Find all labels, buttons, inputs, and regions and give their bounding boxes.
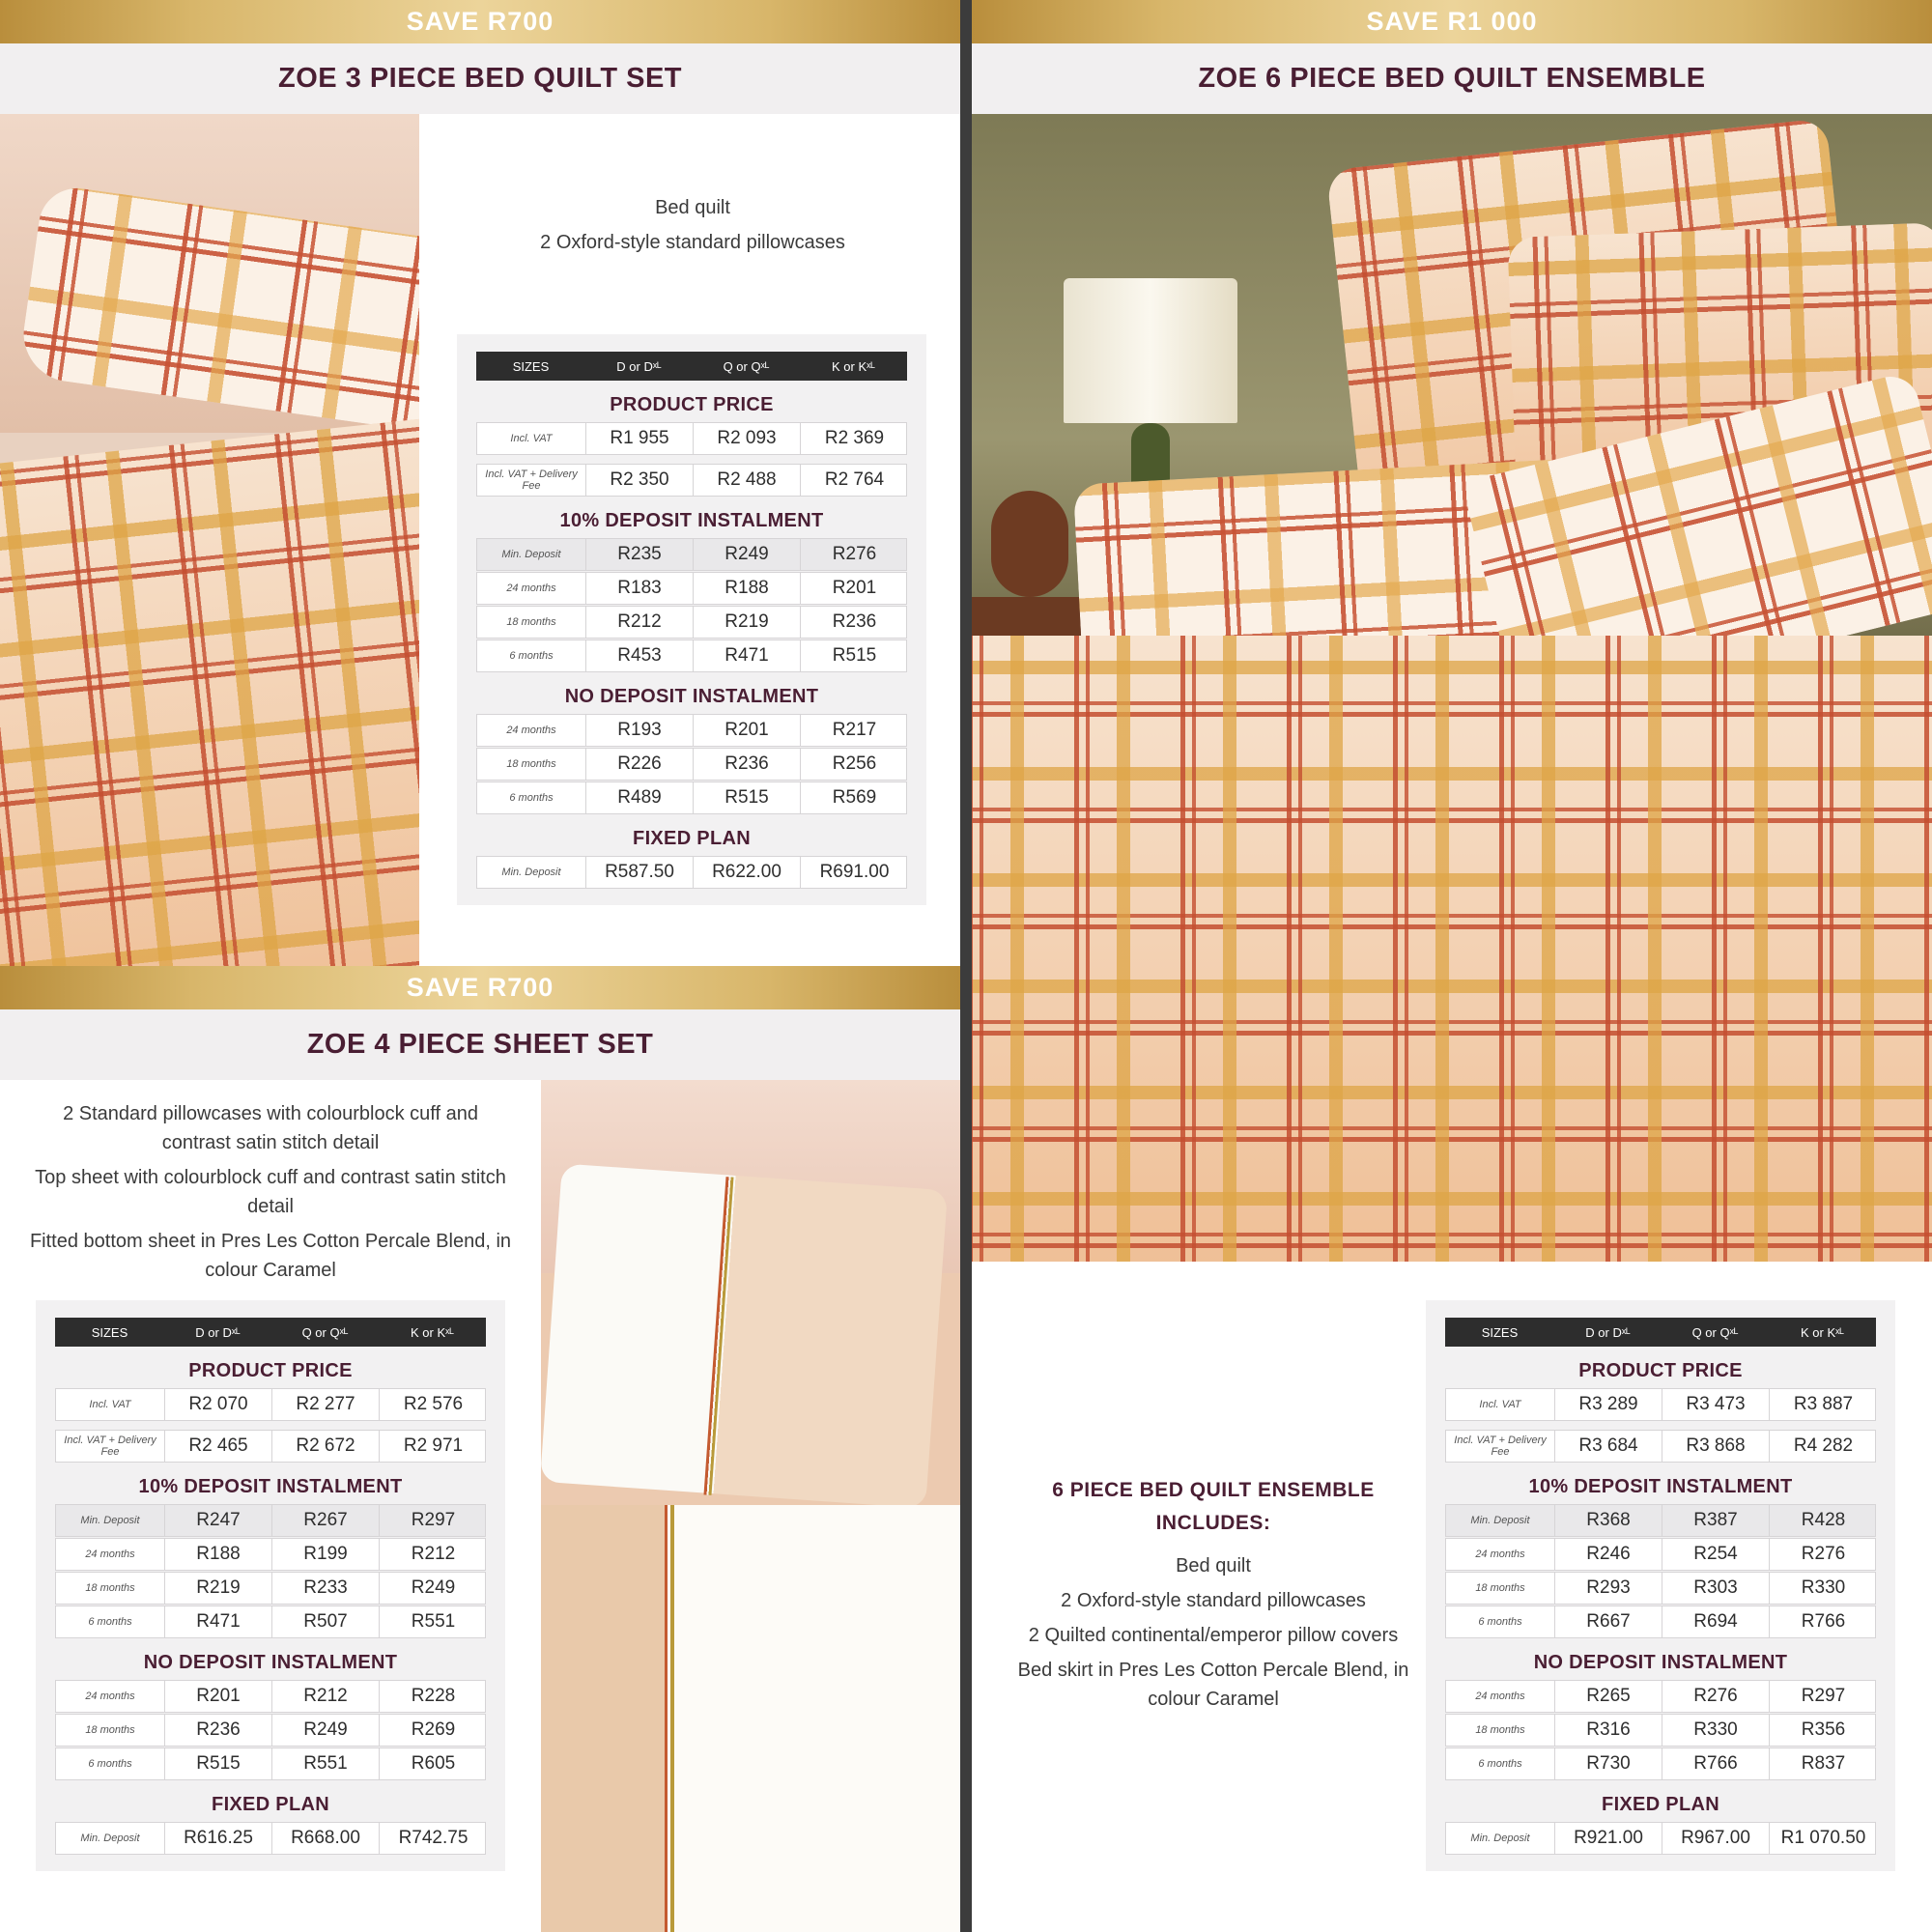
table-row: [1445, 1430, 1876, 1463]
price-cell: R199: [272, 1539, 380, 1570]
price-cell: R3 868: [1662, 1431, 1770, 1462]
row-label: 18 months: [477, 607, 586, 638]
price-cell: R236: [165, 1715, 272, 1746]
price-cell: R1 955: [586, 423, 694, 454]
table-row: [1445, 1747, 1876, 1780]
row-label: Min. Deposit: [477, 539, 586, 570]
sizes-label: SIZES: [91, 1324, 128, 1340]
price-cell: R387: [1662, 1505, 1770, 1536]
row-label: Incl. VAT + Delivery Fee: [1446, 1431, 1555, 1462]
product-title: ZOE 4 PIECE SHEET SET: [0, 1009, 960, 1080]
bedside-lamp-shade: [1064, 278, 1237, 423]
price-cell: R212: [411, 1544, 456, 1564]
row-label: 6 months: [56, 1748, 165, 1779]
item-line: 2 Standard pillowcases with colourblock cuff and contrast satin stitch detail: [63, 1103, 478, 1153]
price-cell: R276: [1801, 1544, 1846, 1564]
size-double: D or Dˣᴸ: [616, 358, 662, 374]
price-cell: R188: [165, 1539, 272, 1570]
price-cell: R368: [1555, 1505, 1662, 1536]
price-cell: R183: [586, 573, 694, 604]
row-label: 24 months: [1446, 1681, 1555, 1712]
quilt-image: [0, 417, 419, 966]
size-king: K or Kˣᴸ: [1801, 1324, 1844, 1340]
row-label: 6 months: [56, 1606, 165, 1637]
size-king: K or Kˣᴸ: [832, 358, 875, 374]
sheet-set-photo: [541, 1080, 960, 1932]
price-cell: R471: [694, 640, 801, 671]
item-line: Bed quilt: [1176, 1555, 1251, 1577]
price-cell: R267: [272, 1505, 380, 1536]
price-cell: R2 093: [694, 423, 801, 454]
item-line: 2 Quilted continental/emperor pillow covers: [1028, 1625, 1399, 1646]
price-table: [1426, 1300, 1895, 1871]
price-cell: R316: [1555, 1715, 1662, 1746]
price-cell: R249: [694, 539, 801, 570]
price-cell: R269: [411, 1719, 456, 1740]
price-cell: R691.00: [819, 862, 890, 882]
deposit-title: 10% DEPOSIT INSTALMENT: [138, 1476, 403, 1497]
product-title: ZOE 3 PIECE BED QUILT SET: [0, 43, 960, 114]
flowers-vase: [991, 491, 1068, 597]
table-row: [1445, 1714, 1876, 1747]
price-cell: R2 350: [586, 465, 694, 496]
price-cell: R766: [1801, 1611, 1846, 1632]
no-deposit-title: NO DEPOSIT INSTALMENT: [143, 1652, 398, 1673]
table-row: [1445, 1504, 1876, 1537]
price-cell: R551: [272, 1748, 380, 1779]
sheet-set-panel: [0, 966, 960, 1932]
price-cell: R2 465: [165, 1431, 272, 1462]
row-label: 24 months: [56, 1539, 165, 1570]
row-label: Incl. VAT + Delivery Fee: [477, 465, 586, 496]
price-cell: R471: [165, 1606, 272, 1637]
price-cell: R667: [1555, 1606, 1662, 1637]
table-row: [1445, 1822, 1876, 1855]
price-cell: R742.75: [398, 1828, 469, 1848]
price-cell: R235: [586, 539, 694, 570]
ensemble-panel: [972, 0, 1932, 1932]
price-cell: R297: [411, 1510, 456, 1530]
sizes-label: SIZES: [1481, 1324, 1519, 1340]
save-banner: SAVE R700: [0, 966, 960, 1009]
row-label: 24 months: [1446, 1539, 1555, 1570]
price-cell: R249: [272, 1715, 380, 1746]
price-cell: R2 277: [272, 1389, 380, 1420]
row-label: Incl. VAT + Delivery Fee: [56, 1431, 165, 1462]
ensemble-photo: [972, 114, 1932, 1262]
price-cell: R730: [1555, 1748, 1662, 1779]
price-cell: R3 684: [1555, 1431, 1662, 1462]
table-row: [476, 856, 907, 889]
price-cell: R228: [411, 1686, 456, 1706]
price-cell: R837: [1801, 1753, 1846, 1774]
row-label: 24 months: [477, 715, 586, 746]
price-cell: R551: [411, 1611, 456, 1632]
price-cell: R2 971: [403, 1435, 464, 1456]
price-cell: R201: [832, 578, 877, 598]
bed-quilt: [972, 636, 1932, 1262]
price-cell: R766: [1662, 1748, 1770, 1779]
item-line: Bed skirt in Pres Les Cotton Percale Blend, in colour Caramel: [1017, 1660, 1409, 1710]
price-cell: R3 473: [1662, 1389, 1770, 1420]
row-label: 24 months: [477, 573, 586, 604]
table-row: [476, 464, 907, 497]
price-cell: R276: [832, 544, 877, 564]
table-row: [476, 606, 907, 639]
sheet-stripe: [665, 1505, 674, 1932]
product-title: ZOE 6 PIECE BED QUILT ENSEMBLE: [972, 43, 1932, 114]
table-row: [55, 1388, 486, 1421]
table-row: [55, 1605, 486, 1638]
table-row: [476, 781, 907, 814]
fixed-plan-title: FIXED PLAN: [212, 1794, 329, 1815]
sizes-header: [55, 1318, 486, 1347]
no-deposit-title: NO DEPOSIT INSTALMENT: [564, 686, 819, 707]
price-cell: R217: [832, 720, 877, 740]
price-cell: R1 070.50: [1780, 1828, 1866, 1848]
price-cell: R276: [1662, 1681, 1770, 1712]
table-row: [476, 748, 907, 781]
price-cell: R2 576: [403, 1394, 464, 1414]
product-items: [425, 193, 960, 257]
item-line: 2 Oxford-style standard pillowcases: [1061, 1590, 1366, 1611]
price-cell: R515: [832, 645, 877, 666]
row-label: 18 months: [56, 1715, 165, 1746]
price-cell: R515: [694, 782, 801, 813]
row-label: Incl. VAT: [56, 1389, 165, 1420]
deposit-title: 10% DEPOSIT INSTALMENT: [1528, 1476, 1793, 1497]
price-cell: R2 672: [272, 1431, 380, 1462]
item-line: Bed quilt: [655, 197, 730, 218]
product-price-title: PRODUCT PRICE: [188, 1360, 353, 1381]
table-row: [55, 1430, 486, 1463]
deposit-title: 10% DEPOSIT INSTALMENT: [559, 510, 824, 531]
price-cell: R356: [1801, 1719, 1846, 1740]
ensemble-includes: [1010, 1474, 1416, 1714]
row-label: 18 months: [56, 1573, 165, 1604]
save-banner: SAVE R700: [0, 0, 960, 43]
price-cell: R233: [272, 1573, 380, 1604]
table-row: [476, 572, 907, 605]
price-cell: R489: [586, 782, 694, 813]
table-row: [55, 1504, 486, 1537]
price-cell: R201: [694, 715, 801, 746]
price-cell: R236: [832, 611, 877, 632]
price-cell: R3 289: [1555, 1389, 1662, 1420]
price-cell: R293: [1555, 1573, 1662, 1604]
row-label: 18 months: [1446, 1715, 1555, 1746]
table-row: [476, 639, 907, 672]
row-label: Min. Deposit: [1446, 1505, 1555, 1536]
size-double: D or Dˣᴸ: [195, 1324, 241, 1340]
price-cell: R303: [1662, 1573, 1770, 1604]
price-cell: R201: [165, 1681, 272, 1712]
row-label: 6 months: [477, 782, 586, 813]
size-queen: Q or Qˣᴸ: [1691, 1324, 1739, 1340]
price-cell: R193: [586, 715, 694, 746]
table-row: [55, 1538, 486, 1571]
table-row: [476, 714, 907, 747]
price-cell: R2 070: [165, 1389, 272, 1420]
price-cell: R330: [1662, 1715, 1770, 1746]
price-cell: R515: [165, 1748, 272, 1779]
price-cell: R2 369: [824, 428, 885, 448]
price-cell: R428: [1801, 1510, 1846, 1530]
item-line: Top sheet with colourblock cuff and contrast satin stitch detail: [35, 1167, 506, 1217]
price-cell: R587.50: [586, 857, 694, 888]
price-cell: R254: [1662, 1539, 1770, 1570]
price-cell: R212: [272, 1681, 380, 1712]
product-price-title: PRODUCT PRICE: [610, 394, 774, 415]
row-label: 6 months: [477, 640, 586, 671]
item-line: 2 Oxford-style standard pillowcases: [540, 232, 845, 253]
quilt-set-panel: [0, 0, 960, 966]
price-cell: R668.00: [272, 1823, 380, 1854]
top-sheet-image: [541, 1505, 960, 1932]
table-row: [55, 1747, 486, 1780]
row-label: Min. Deposit: [1446, 1823, 1555, 1854]
price-cell: R605: [411, 1753, 456, 1774]
pillow-image: [541, 1163, 948, 1508]
table-row: [55, 1714, 486, 1747]
fixed-plan-title: FIXED PLAN: [1602, 1794, 1719, 1815]
table-row: [55, 1822, 486, 1855]
price-cell: R616.25: [165, 1823, 272, 1854]
row-label: Min. Deposit: [477, 857, 586, 888]
row-label: 6 months: [1446, 1606, 1555, 1637]
size-queen: Q or Qˣᴸ: [301, 1324, 349, 1340]
sizes-header: [1445, 1318, 1876, 1347]
row-label: Min. Deposit: [56, 1823, 165, 1854]
table-row: [1445, 1680, 1876, 1713]
price-cell: R236: [694, 749, 801, 780]
price-table: [36, 1300, 505, 1871]
size-double: D or Dˣᴸ: [1585, 1324, 1631, 1340]
row-label: Min. Deposit: [56, 1505, 165, 1536]
price-cell: R246: [1555, 1539, 1662, 1570]
row-label: 24 months: [56, 1681, 165, 1712]
row-label: 18 months: [477, 749, 586, 780]
price-cell: R622.00: [694, 857, 801, 888]
price-cell: R188: [694, 573, 801, 604]
price-cell: R256: [832, 753, 877, 774]
price-cell: R249: [411, 1577, 456, 1598]
price-cell: R2 764: [824, 469, 885, 490]
row-label: Incl. VAT: [477, 423, 586, 454]
table-row: [55, 1680, 486, 1713]
table-row: [1445, 1572, 1876, 1605]
price-cell: R507: [272, 1606, 380, 1637]
row-label: Incl. VAT: [1446, 1389, 1555, 1420]
save-banner: SAVE R1 000: [972, 0, 1932, 43]
table-row: [1445, 1388, 1876, 1421]
sizes-label: SIZES: [512, 358, 550, 374]
price-cell: R3 887: [1793, 1394, 1854, 1414]
price-cell: R4 282: [1793, 1435, 1854, 1456]
price-cell: R226: [586, 749, 694, 780]
fixed-plan-title: FIXED PLAN: [633, 828, 751, 849]
price-cell: R212: [586, 607, 694, 638]
row-label: 18 months: [1446, 1573, 1555, 1604]
price-cell: R219: [694, 607, 801, 638]
price-cell: R453: [586, 640, 694, 671]
table-row: [55, 1572, 486, 1605]
quilt-set-photo: [0, 114, 419, 966]
price-table: [457, 334, 926, 905]
price-cell: R967.00: [1662, 1823, 1770, 1854]
price-cell: R219: [165, 1573, 272, 1604]
includes-title: 6 PIECE BED QUILT ENSEMBLE INCLUDES:: [1052, 1479, 1375, 1534]
sizes-header: [476, 352, 907, 381]
product-items: [29, 1099, 512, 1285]
price-cell: R247: [165, 1505, 272, 1536]
no-deposit-title: NO DEPOSIT INSTALMENT: [1533, 1652, 1788, 1673]
item-line: Fitted bottom sheet in Pres Les Cotton Percale Blend, in colour Caramel: [29, 1231, 512, 1281]
price-cell: R921.00: [1555, 1823, 1662, 1854]
table-row: [1445, 1605, 1876, 1638]
product-price-title: PRODUCT PRICE: [1578, 1360, 1743, 1381]
price-cell: R2 488: [694, 465, 801, 496]
price-cell: R694: [1662, 1606, 1770, 1637]
price-cell: R330: [1801, 1577, 1846, 1598]
table-row: [1445, 1538, 1876, 1571]
size-king: K or Kˣᴸ: [411, 1324, 454, 1340]
row-label: 6 months: [1446, 1748, 1555, 1779]
price-cell: R297: [1801, 1686, 1846, 1706]
table-row: [476, 422, 907, 455]
size-queen: Q or Qˣᴸ: [723, 358, 770, 374]
table-row: [476, 538, 907, 571]
price-cell: R569: [832, 787, 877, 808]
price-cell: R265: [1555, 1681, 1662, 1712]
